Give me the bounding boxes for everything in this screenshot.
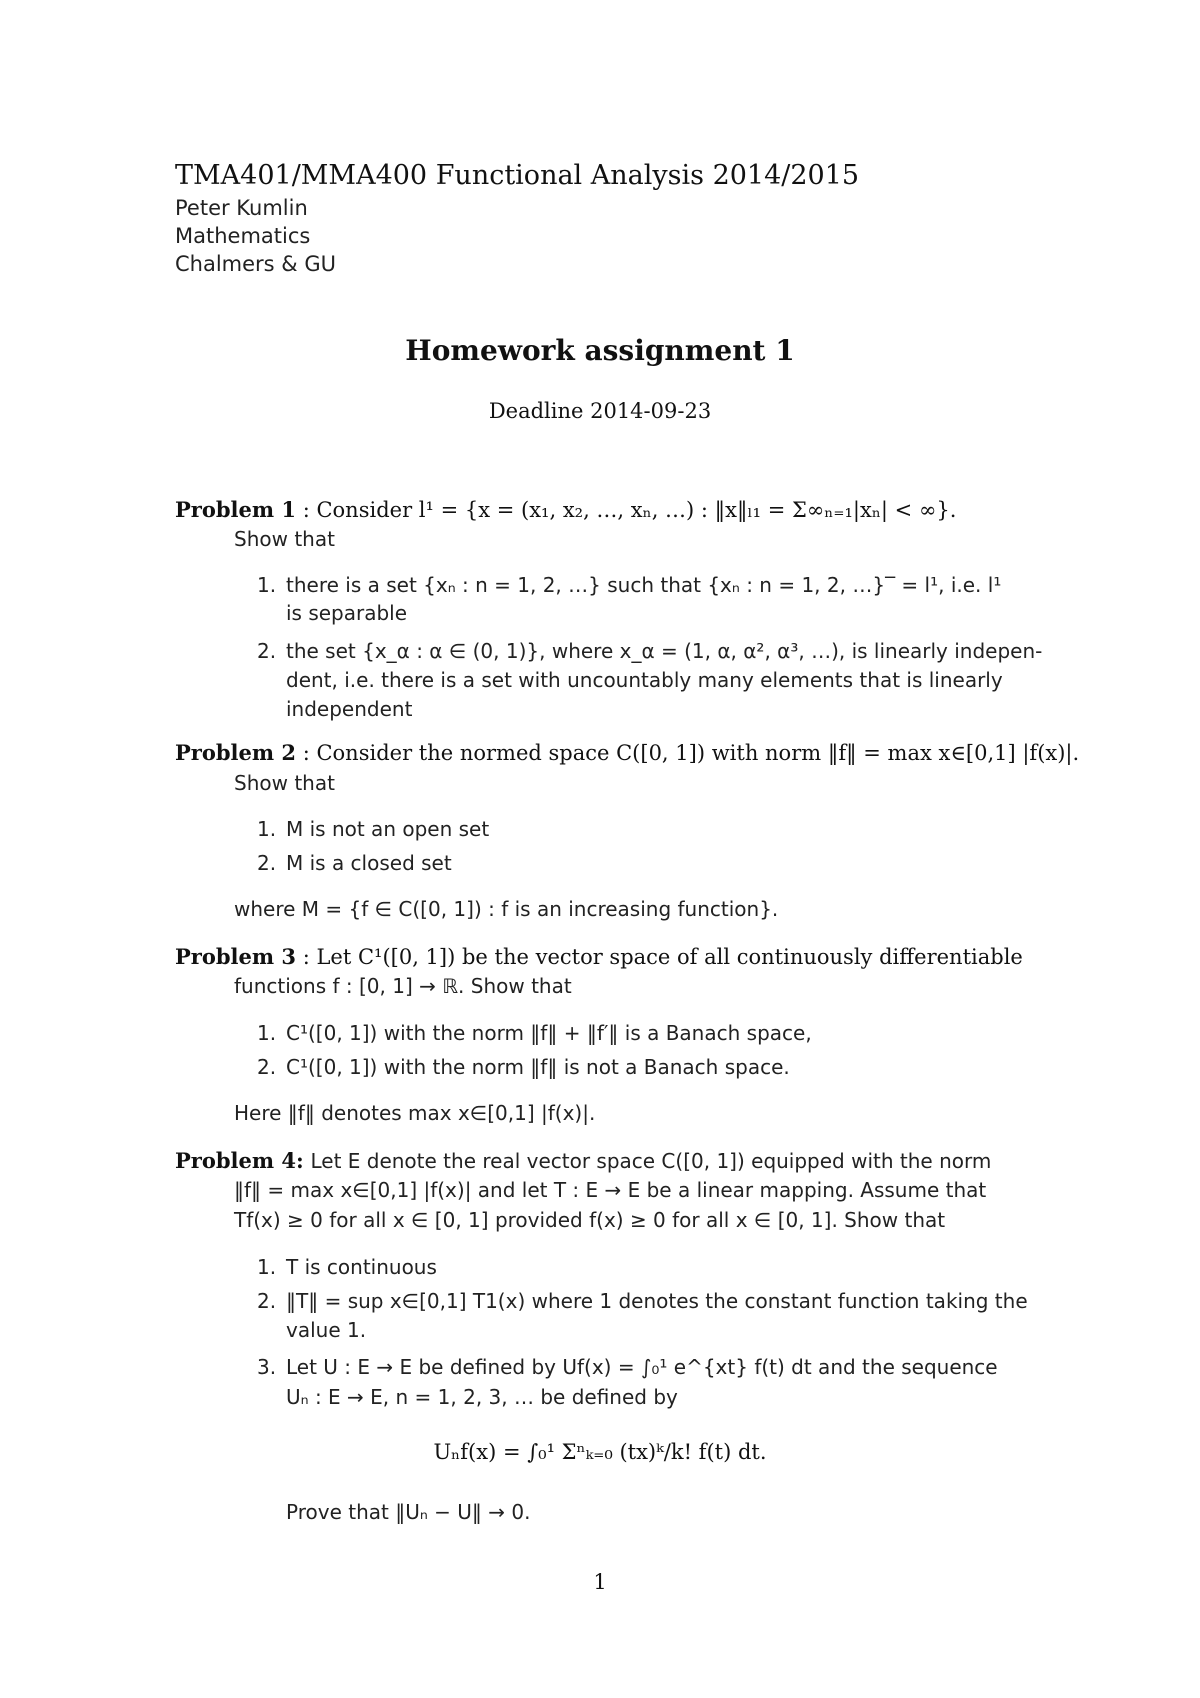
problem-1-statement [175, 497, 956, 522]
problem-3-label: Problem 3 [175, 944, 297, 969]
problem-1-label: Problem 1 [175, 497, 297, 522]
problem-3-item-1-marker: 1. [257, 1021, 277, 1045]
problem-2-item-2: M is a closed set [286, 851, 452, 875]
problem-2-item-2-marker: 2. [257, 851, 277, 875]
problem-1-item-2-marker: 2. [257, 639, 277, 663]
problem-4-line-3: Tf(x) ≥ 0 for all x ∈ [0, 1] provided f(x) ≥ 0 for all x ∈ [0, 1]. Show that [234, 1208, 946, 1232]
problem-3-text-2: functions f : [0, 1] → ℝ. Show that [234, 974, 572, 998]
problem-2-item-1: M is not an open set [286, 817, 490, 841]
problem-3-text: : Let C¹([0, 1]) be the vector space of all continuously differentiable [302, 945, 1023, 969]
page-number: 1 [593, 1570, 607, 1594]
problem-4-item-3-line-1: Let U : E → E be defined by Uf(x) = ∫₀¹ e^{xt} f(t) dt and the sequence [286, 1355, 998, 1379]
problem-1-text: : Consider l¹ = {x = (x₁, x₂, …, xₙ, …) : ‖x‖ₗ₁ = Σ∞ₙ₌₁|xₙ| < ∞}. [302, 498, 957, 522]
problem-4-item-3-conclusion: Prove that ‖Uₙ − U‖ → 0. [286, 1500, 531, 1524]
course-title: TMA401/MMA400 Functional Analysis 2014/2015 [175, 160, 860, 191]
author: Peter Kumlin [175, 196, 308, 220]
problem-4-statement [175, 1148, 991, 1173]
problem-4-label: Problem 4: [175, 1148, 304, 1173]
problem-2-show-that: Show that [234, 771, 335, 795]
problem-1-item-2-line-3: independent [286, 697, 413, 721]
problem-3-item-1: C¹([0, 1]) with the norm ‖f‖ + ‖f′‖ is a Banach space, [286, 1021, 812, 1045]
problem-1-item-2-line-2: dent, i.e. there is a set with uncountably many elements that is linearly [286, 668, 1003, 692]
problem-2-label: Problem 2 [175, 740, 297, 765]
institution: Chalmers & GU [175, 252, 336, 276]
problem-2-where: where M = {f ∈ C([0, 1]) : f is an increasing function}. [234, 897, 779, 921]
problem-2-item-1-marker: 1. [257, 817, 277, 841]
problem-3-item-2-marker: 2. [257, 1055, 277, 1079]
problem-1-item-1-line-2: is separable [286, 601, 408, 625]
problem-1-item-1-line-1: there is a set {xₙ : n = 1, 2, …} such that {xₙ : n = 1, 2, …}‾ = l¹, i.e. l¹ [286, 573, 1002, 597]
problem-4-item-1: T is continuous [286, 1255, 437, 1279]
problem-4-item-2-line-2: value 1. [286, 1318, 367, 1342]
problem-1-show-that: Show that [234, 527, 335, 551]
deadline: Deadline 2014-09-23 [488, 399, 712, 423]
problem-2-text: : Consider the normed space C([0, 1]) with norm ‖f‖ = max x∈[0,1] |f(x)|. [302, 741, 1080, 765]
problem-1-item-1-marker: 1. [257, 573, 277, 597]
problem-3-here: Here ‖f‖ denotes max x∈[0,1] |f(x)|. [234, 1101, 596, 1125]
problem-4-item-2-line-1: ‖T‖ = sup x∈[0,1] T1(x) where 1 denotes the constant function taking the [286, 1289, 1028, 1313]
problem-2-statement [175, 740, 1079, 765]
problem-3-statement [175, 944, 1023, 969]
problem-4-item-3-line-2: Uₙ : E → E, n = 1, 2, 3, … be defined by [286, 1385, 678, 1409]
problem-1-item-2-line-1: the set {x_α : α ∈ (0, 1)}, where x_α = (1, α, α², α³, …), is linearly indepen- [286, 639, 1043, 663]
problem-3-item-2: C¹([0, 1]) with the norm ‖f‖ is not a Banach space. [286, 1055, 790, 1079]
page-title: Homework assignment 1 [405, 334, 795, 367]
display-equation: Uₙf(x) = ∫₀¹ Σⁿₖ₌₀ (tx)ᵏ/k! f(t) dt. [433, 1440, 767, 1464]
problem-4-item-1-marker: 1. [257, 1255, 277, 1279]
department: Mathematics [175, 224, 311, 248]
problem-4-line-1: Let E denote the real vector space C([0, 1]) equipped with the norm [310, 1149, 992, 1173]
problem-4-item-3-marker: 3. [257, 1355, 277, 1379]
problem-4-item-2-marker: 2. [257, 1289, 277, 1313]
problem-4-line-2: ‖f‖ = max x∈[0,1] |f(x)| and let T : E → E be a linear mapping. Assume that [234, 1178, 987, 1202]
